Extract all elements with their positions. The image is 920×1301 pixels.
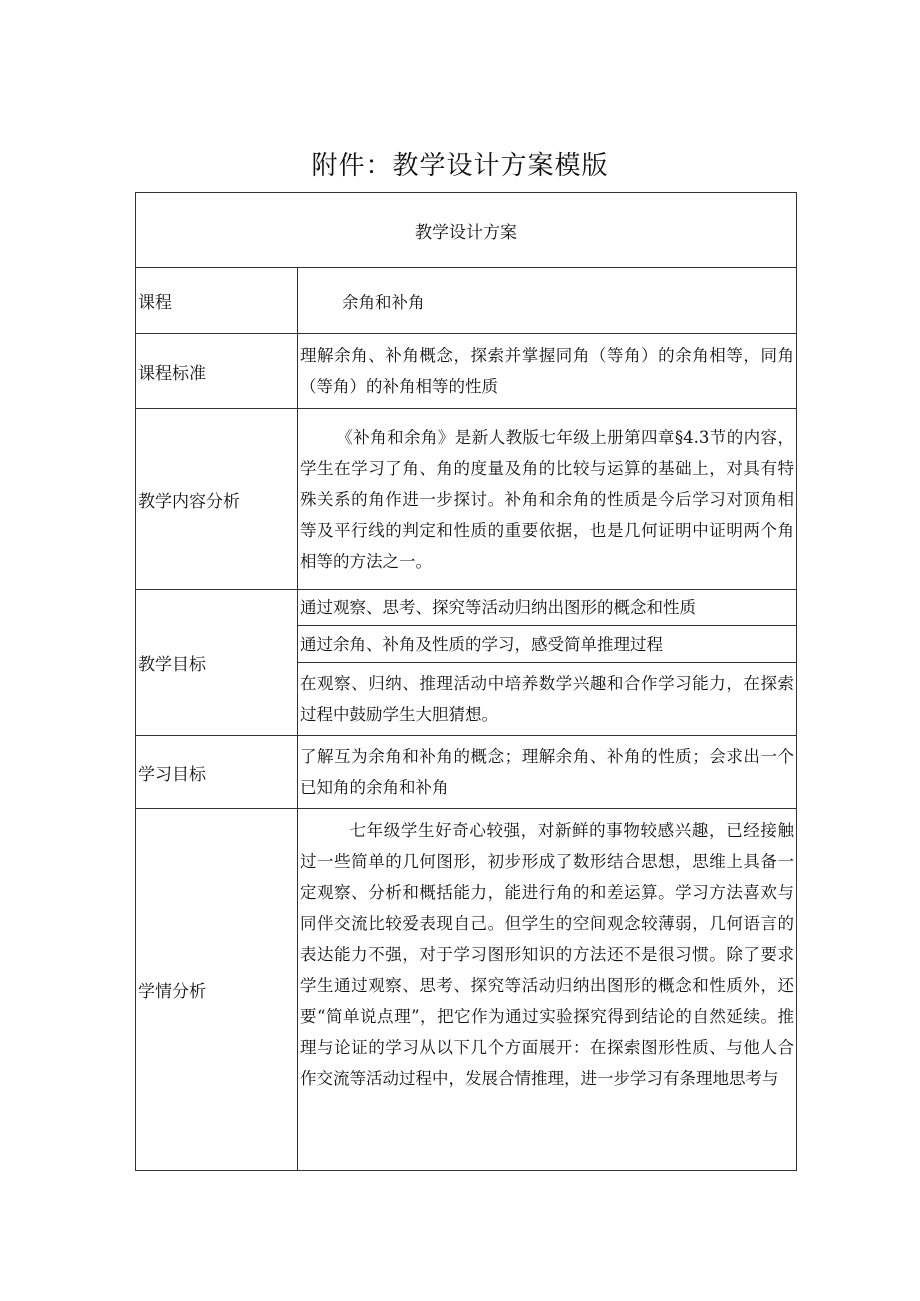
table-header: 教学设计方案: [136, 193, 797, 268]
teaching-goals-label: 教学目标: [136, 590, 298, 736]
teaching-plan-table: [135, 192, 797, 1171]
content-analysis-label: 教学内容分析: [136, 409, 298, 590]
learning-goals-label: 学习目标: [136, 736, 298, 809]
standard-value: 理解余角、补角概念，探索并掌握同角（等角）的余角相等，同角（等角）的补角相等的性质: [298, 334, 797, 409]
course-value: 余角和补角: [298, 268, 797, 334]
content-analysis-value: 《补角和余角》是新人教版七年级上册第四章§4.3节的内容，学生在学习了角、角的度量及角的比较与运算的基础上，对具有特殊关系的角作进一步探讨。补角和余角的性质是今后学习对顶角相等及平行线的判定和性质的重要依据，也是几何证明中证明两个角相等的方法之一。: [298, 409, 797, 590]
document-title: 附件：教学设计方案模版: [311, 151, 609, 181]
learning-goals-value: 了解互为余角和补角的概念；理解余角、补角的性质；会求出一个已知角的余角和补角: [298, 736, 797, 809]
learner-analysis-label: 学情分析: [136, 809, 298, 1171]
teaching-goal-item: 在观察、归纳、推理活动中培养数学兴趣和合作学习能力，在探索过程中鼓励学生大胆猜想。: [298, 663, 797, 736]
learner-analysis-value: 七年级学生好奇心较强，对新鲜的事物较感兴趣，已经接触过一些简单的几何图形，初步形成了数形结合思想，思维上具备一定观察、分析和概括能力，能进行角的和差运算。学习方法喜欢与同伴交流比较爱表现自己。但学生的空间观念较薄弱，几何语言的表达能力不强，对于学习图形知识的方法还不是很习惯。除了要求学生通过观察、思考、探究等活动归纳出图形的概念和性质外，还要“简单说点理”，把它作为通过实验探究得到结论的自然延续。推理与论证的学习从以下几个方面展开：在探索图形性质、与他人合作交流等活动过程中，发展合情推理，进一步学习有条理地思考与: [298, 809, 797, 1171]
course-label: 课程: [136, 268, 298, 334]
teaching-goal-item: 通过观察、思考、探究等活动归纳出图形的概念和性质: [298, 590, 797, 626]
teaching-goal-item: 通过余角、补角及性质的学习，感受简单推理过程: [298, 626, 797, 663]
standard-label: 课程标准: [136, 334, 298, 409]
